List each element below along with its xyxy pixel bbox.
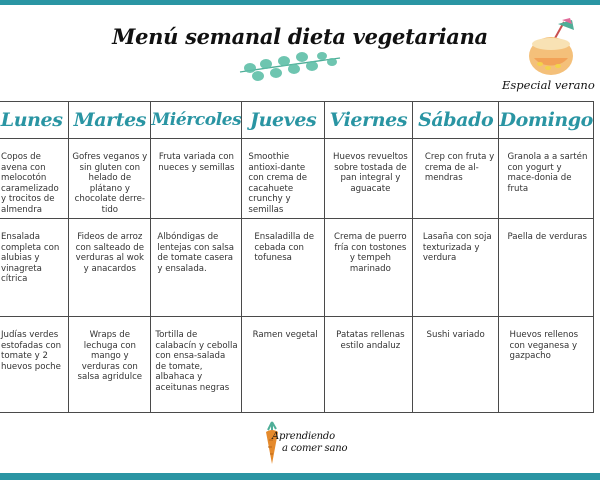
meal-cell: Tortilla de calabacín y cebolla con ensa-salada de tomate, albahaca y aceitunas negras (151, 317, 242, 413)
meal-cell: Gofres veganos y sin gluten con helado de plátano y chocolate derre-tido (69, 139, 151, 219)
logo-text-line2: a comer sano (282, 443, 348, 454)
table-row (0, 139, 594, 219)
table-row (0, 317, 594, 413)
meal-cell: Fideos de arroz con salteado de verduras al wok y anacardos (69, 219, 151, 317)
meal-cell: Smoothie antioxi-dante con crema de cacahuete crunchy y semillas (242, 139, 325, 219)
logo-text-line1: Aprendiendo (272, 431, 335, 442)
carrot-icon (260, 420, 284, 466)
page-title: Menú semanal dieta vegetariana (112, 24, 488, 49)
meal-cell: Granola a a sartén con yogurt y mace-donia de fruta (499, 139, 594, 219)
meal-cell: Albóndigas de lentejas con salsa de tomate casera y ensalada. (151, 219, 242, 317)
day-header-viernes: Viernes (324, 102, 412, 139)
eucalyptus-leaf-icon (236, 50, 346, 82)
bottom-accent-bar (0, 473, 600, 480)
meal-cell: Sushi variado (412, 317, 499, 413)
meal-cell: Wraps de lechuga con mango y verduras con salsa agridulce (69, 317, 151, 413)
meal-cell: Patatas rellenas estilo andaluz (324, 317, 412, 413)
meal-cell: Crep con fruta y crema de al-mendras (412, 139, 499, 219)
meal-cell: Judías verdes estofadas con tomate y 2 huevos poche (0, 317, 69, 413)
brand-logo (258, 420, 348, 468)
coconut-drink-icon (524, 18, 582, 78)
weekly-menu-table (0, 101, 594, 413)
top-accent-bar (0, 0, 600, 5)
table-header-row (0, 102, 594, 139)
table-row (0, 219, 594, 317)
meal-cell: Ramen vegetal (242, 317, 325, 413)
meal-cell: Ensalada completa con alubias y vinagreta cítrica (0, 219, 69, 317)
special-summer-label: Especial verano (502, 78, 595, 92)
day-header-lunes: Lunes (0, 102, 69, 139)
meal-cell: Huevos revueltos sobre tostada de pan integral y aguacate (324, 139, 412, 219)
meal-cell: Paella de verduras (499, 219, 594, 317)
meal-cell: Lasaña con soja texturizada y verdura (412, 219, 499, 317)
meal-cell: Fruta variada con nueces y semillas (151, 139, 242, 219)
day-header-sabado: Sábado (412, 102, 499, 139)
meal-cell: Crema de puerro fría con tostones y tempeh marinado (324, 219, 412, 317)
meal-cell: Ensaladilla de cebada con tofunesa (242, 219, 325, 317)
day-header-martes: Martes (69, 102, 151, 139)
day-header-jueves: Jueves (242, 102, 325, 139)
meal-cell: Huevos rellenos con veganesa y gazpacho (499, 317, 594, 413)
meal-cell: Copos de avena con melocotón caramelizado y trocitos de almendra (0, 139, 69, 219)
day-header-domingo: Domingo (499, 102, 594, 139)
day-header-miercoles: Miércoles (151, 102, 242, 139)
